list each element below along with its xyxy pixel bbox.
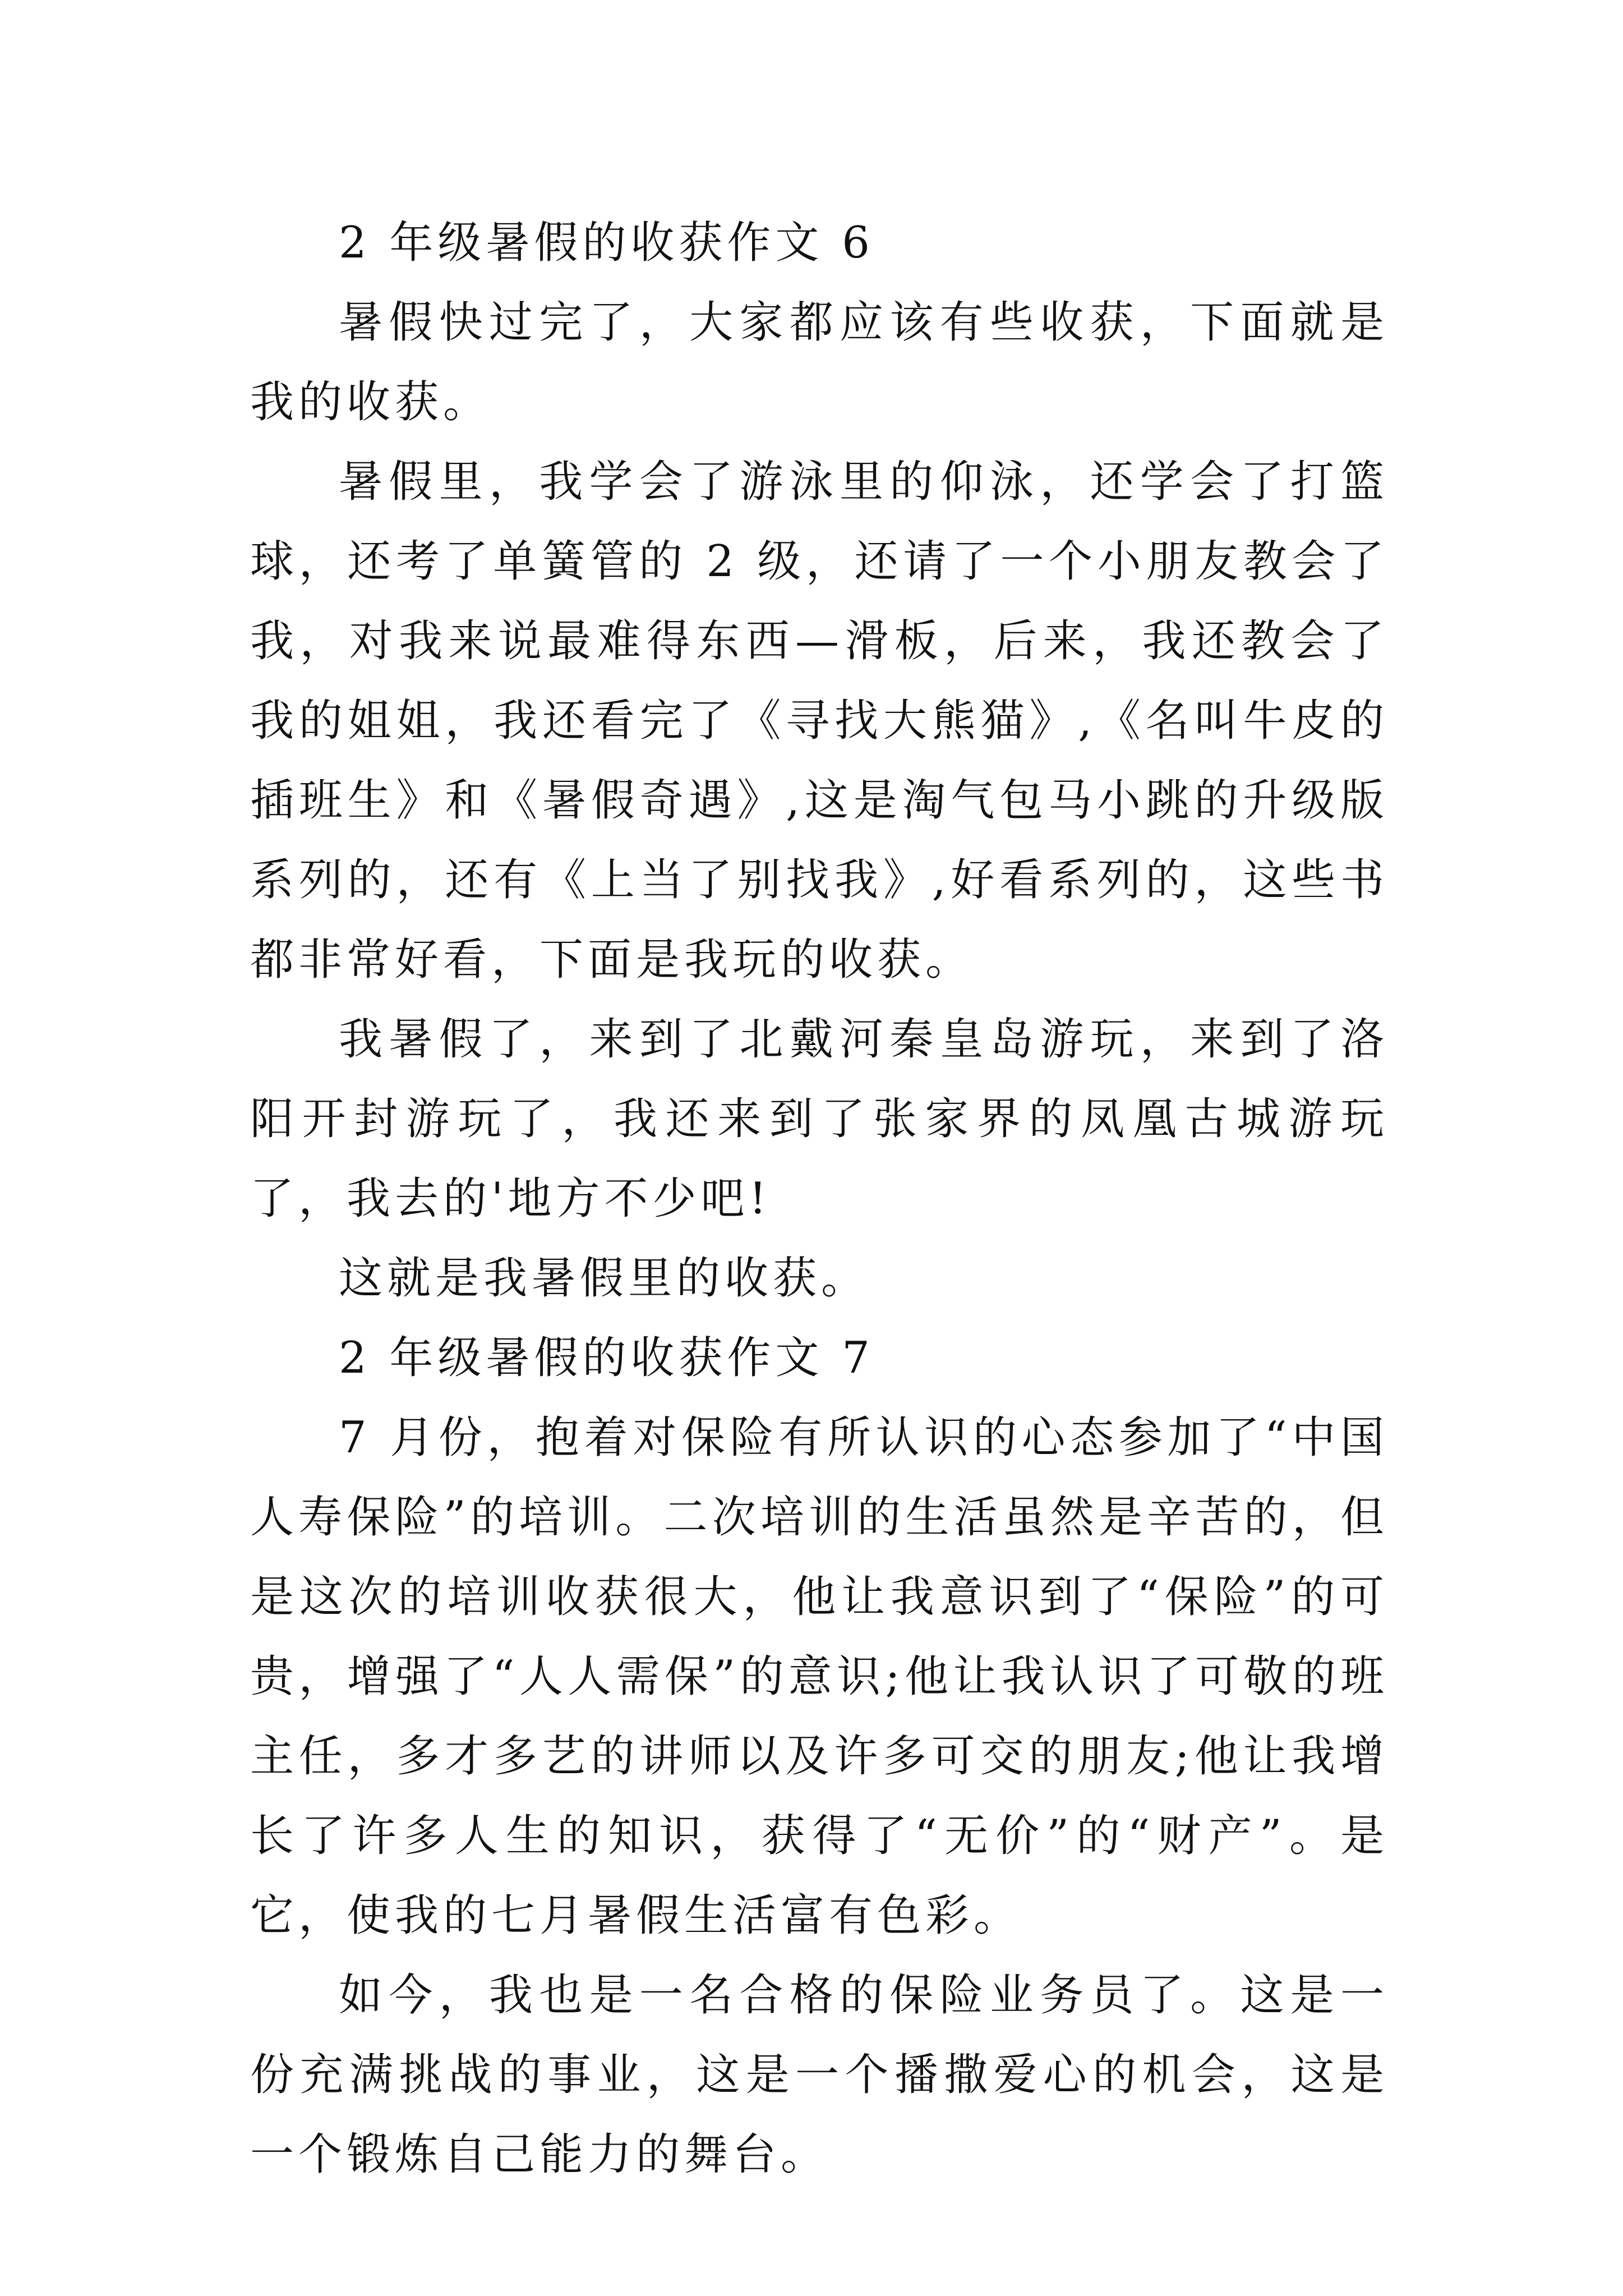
paragraph: 暑假里，我学会了游泳里的仰泳，还学会了打篮球，还考了单簧管的 2 级，还请了一个小朋友教会了我，对我来说最难得东西—滑板，后来，我还教会了我的姐姐，我还看完了《寻找大熊猫》,《名叫牛皮的插班生》和《暑假奇遇》,这是淘气包马小跳的升级版系列的，还有《上当了别找我》,好看系列的，这些书都非常好看，下面是我玩的收获。 — [250, 457, 1389, 985]
paragraph: 这就是我暑假里的收获。 — [339, 1253, 870, 1304]
document-body — [250, 203, 1389, 2194]
essay-title-7: 2 年级暑假的收获作文 7 — [339, 1333, 874, 1383]
paragraph: 如今，我也是一名合格的保险业务员了。这是一份充满挑战的事业，这是一个播撒爱心的机会，这是一个锻炼自己能力的舞台。 — [250, 1970, 1389, 2180]
paragraph: 我暑假了，来到了北戴河秦皇岛游玩，来到了洛阳开封游玩了，我还来到了张家界的凤凰古城游玩了，我去的'地方不少吧! — [250, 1014, 1389, 1224]
essay-title-6: 2 年级暑假的收获作文 6 — [339, 218, 874, 268]
paragraph: 暑假快过完了，大家都应该有些收获，下面就是我的收获。 — [250, 297, 1389, 427]
paragraph: 7 月份，抱着对保险有所认识的心态参加了“中国人寿保险”的培训。二次培训的生活虽然是辛苦的，但是这次的培训收获很大，他让我意识到了“保险”的可贵，增强了“人人需保”的意识;他让我认识了可敬的班主任，多才多艺的讲师以及许多可交的朋友;他让我增长了许多人生的知识，获得了“无价”的“财产”。是它，使我的七月暑假生活富有色彩。 — [250, 1412, 1389, 1941]
